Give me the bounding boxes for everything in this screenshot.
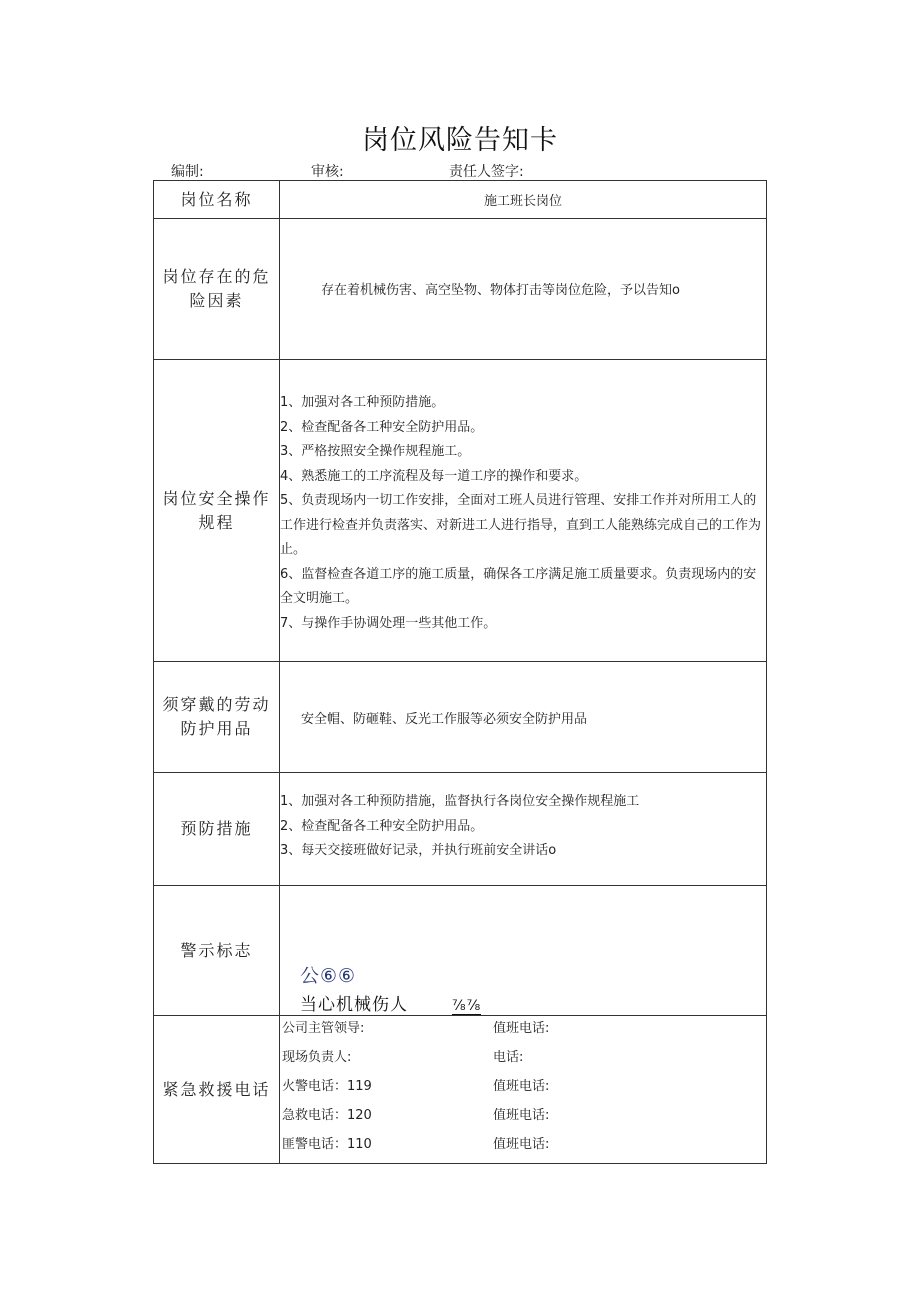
list-item: 5、负责现场内一切工作安排，全面对工班人员进行管理、安排工作并对所用工人的工作进行检查并负责落实、对新进工人进行指导，直到工人能熟练完成自己的工作为止。: [280, 493, 762, 557]
emergency-label: 紧急救援电话: [162, 1079, 271, 1099]
editor-label: 编制:: [171, 164, 204, 180]
contact-row: 匪警电话：110 值班电话:: [282, 1137, 550, 1152]
prevention-list: [280, 790, 766, 864]
warning-box: ⅞⅞: [452, 998, 482, 1014]
warning-caption: 当心机械伤人 ⅞⅞: [300, 995, 482, 1015]
list-item: 2、检查配备各工种安全防护用品。: [280, 818, 484, 834]
ppe-label: 须穿戴的劳动 防护用品: [162, 695, 271, 738]
warning-symbols: 公⑥⑥: [300, 965, 357, 987]
list-item: 1、加强对各工种预防措施。: [280, 395, 445, 410]
ppe-value: 安全帽、防砸鞋、反光工作服等必须安全防护用品: [301, 712, 588, 727]
contact-row: 火警电话：119 值班电话:: [282, 1079, 550, 1094]
contact-row: 现场负责人: 电话:: [282, 1050, 524, 1065]
list-item: 2、检查配备各工种安全防护用品。: [280, 419, 484, 435]
contact-row: 急救电话：120 值班电话:: [282, 1108, 550, 1123]
prevention-label: 预防措施: [180, 819, 253, 838]
reviewer-label: 审核:: [311, 164, 344, 180]
page-title: 岗位风险告知卡: [362, 125, 558, 156]
list-item: 7、与操作手协调处理一些其他工作。: [280, 615, 497, 631]
risk-notice-table: [153, 180, 767, 1164]
warning-label: 警示标志: [180, 940, 253, 960]
hazards-label: 岗位存在的危 险因素: [162, 267, 271, 310]
procedures-label: 岗位安全操作 规程: [162, 488, 271, 532]
contact-row: 公司主管领导: 值班电话:: [282, 1021, 550, 1036]
list-item: 3、严格按照安全操作规程施工。: [280, 444, 471, 459]
hazards-value: 存在着机械伤害、高空坠物、物体打击等岗位危险，予以告知o: [321, 283, 680, 298]
post-name-value: 施工班长岗位: [483, 194, 562, 209]
signature-label: 责任人签字:: [449, 164, 524, 180]
list-item: 6、监督检查各道工序的施工质量，确保各工序满足施工质量要求。负责现场内的安全文明施工。: [280, 566, 757, 606]
post-name-label: 岗位名称: [180, 189, 253, 209]
list-item: 3、每天交接班做好记录，并执行班前安全讲话o: [280, 843, 557, 858]
warning-signs: [280, 886, 766, 1015]
list-item: 4、熟悉施工的工序流程及每一道工序的操作和要求。: [280, 468, 588, 484]
list-item: 1、加强对各工种预防措施，监督执行各岗位安全操作规程施工: [280, 794, 640, 809]
procedures-list: [280, 391, 766, 636]
emergency-contacts: [280, 1015, 766, 1163]
